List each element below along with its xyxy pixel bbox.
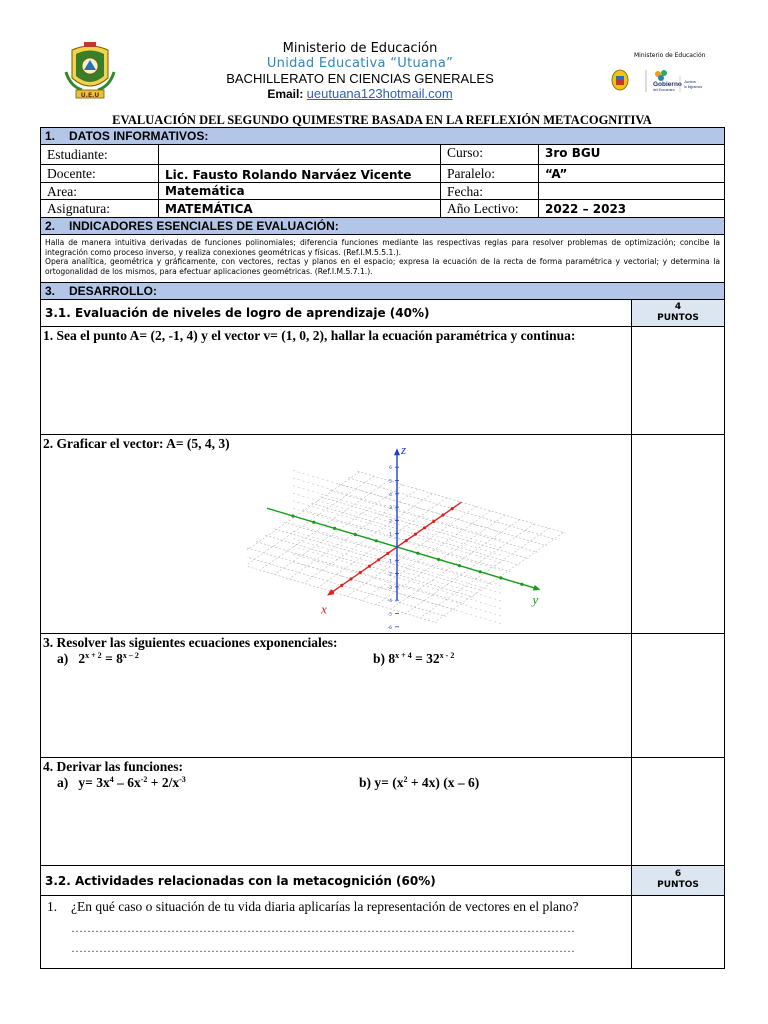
question-3-row bbox=[41, 634, 724, 758]
logo-banner-text: U.E.U bbox=[80, 92, 100, 99]
government-logos bbox=[606, 52, 710, 96]
f4b-term2: + 4x) (x – 6) bbox=[407, 775, 480, 790]
z-tick-label: -6 bbox=[387, 625, 392, 629]
juntos-sub-text: lo logramos bbox=[684, 85, 703, 89]
fecha-label: Fecha: bbox=[447, 184, 483, 199]
z-tick-label: 3 bbox=[389, 506, 392, 512]
email-label: Email: bbox=[267, 87, 304, 101]
y-tick-mark bbox=[375, 539, 378, 542]
answer-line-2[interactable]: ……………………………………………………………………………………………………………… bbox=[71, 941, 575, 955]
f4a-exp1: 4 bbox=[109, 775, 114, 784]
program-name: BACHILLERATO EN CIENCIAS GENERALES bbox=[226, 71, 494, 86]
paralelo-value: “A” bbox=[545, 167, 568, 181]
question-1-score-box[interactable] bbox=[632, 327, 724, 434]
z-axis-label: z bbox=[401, 447, 407, 458]
estudiante-label: Estudiante: bbox=[47, 147, 108, 162]
y-tick-mark bbox=[499, 576, 502, 579]
evaluation-table bbox=[40, 127, 725, 969]
question-2-row bbox=[41, 435, 724, 634]
meta-question-1-number: 1. bbox=[47, 899, 58, 914]
x-tick-mark bbox=[405, 539, 408, 542]
z-tick-label: -1 bbox=[387, 559, 392, 565]
function-4a bbox=[55, 775, 186, 791]
x-tick-mark bbox=[414, 533, 417, 536]
grid-line bbox=[247, 561, 437, 623]
z-tick-label: 4 bbox=[389, 492, 392, 498]
part2-points-label: PUNTOS bbox=[657, 880, 699, 890]
f4b-term1: b) y= (x bbox=[359, 775, 404, 790]
school-crest-logo bbox=[62, 42, 118, 102]
y-tick-mark bbox=[354, 533, 357, 536]
question-3-text: 3. Resolver las siguientes ecuaciones exponenciales: bbox=[43, 635, 338, 650]
right-logo-title: Ministerio de Educación bbox=[634, 52, 706, 59]
x-tick-mark bbox=[423, 526, 426, 529]
eq3b-exp1: x + 4 bbox=[395, 651, 412, 660]
x-tick-mark bbox=[432, 520, 435, 523]
info-row-area bbox=[41, 183, 724, 200]
x-tick-mark bbox=[451, 507, 454, 510]
z-tick-label: -4 bbox=[387, 599, 392, 605]
school-name: Unidad Educativa “Utuana” bbox=[266, 56, 454, 71]
ministry-name: Ministerio de Educación bbox=[282, 41, 438, 56]
gobierno-sub-text: del Encuentro bbox=[653, 88, 675, 92]
area-value: Matemática bbox=[165, 184, 245, 198]
z-tick-label: 5 bbox=[389, 479, 392, 485]
paralelo-label: Paralelo: bbox=[447, 166, 495, 181]
gobierno-logo-icon bbox=[655, 70, 667, 81]
area-label: Area: bbox=[47, 184, 77, 199]
indicators-row bbox=[41, 235, 724, 283]
eq3b-base2: = 32 bbox=[411, 651, 440, 666]
equation-3a bbox=[55, 651, 139, 667]
equation-3b bbox=[371, 651, 454, 667]
asignatura-label: Asignatura: bbox=[47, 201, 110, 216]
part1-title: 3.1. Evaluación de niveles de logro de aprendizaje (40%) bbox=[45, 306, 430, 320]
y-axis-arrow-icon bbox=[533, 585, 541, 591]
x-tick-mark bbox=[386, 552, 389, 555]
x-axis-label: x bbox=[321, 601, 327, 617]
part1-points-label: PUNTOS bbox=[657, 313, 699, 323]
section-title: DATOS INFORMATIVOS: bbox=[69, 129, 209, 143]
indicator-1: Halla de manera intuitiva derivadas de funciones polinomiales; diferencia funciones mediante las respectivas reglas para resolver problemas de optimización; concibe la integración como proceso inverso, y realiza conexiones geométricas y físicas. (Ref.I.M.5.5.1.). bbox=[45, 238, 720, 257]
question-3-score-box[interactable] bbox=[632, 634, 724, 757]
docente-value: Lic. Fausto Rolando Narváez Vicente bbox=[165, 168, 412, 182]
3d-axes-graph bbox=[247, 447, 567, 629]
eq3b-exp2: x - 2 bbox=[439, 651, 455, 660]
equation-3a-label: a) bbox=[57, 651, 69, 666]
question-2-text: 2. Graficar el vector: A= (5, 4, 3) bbox=[43, 436, 230, 451]
x-tick-mark bbox=[349, 577, 352, 580]
z-tick-label: -3 bbox=[387, 585, 392, 591]
ecuador-shield-icon bbox=[612, 70, 628, 90]
info-row-docente bbox=[41, 165, 724, 183]
indicators-text bbox=[41, 235, 724, 278]
info-row-asignatura bbox=[41, 200, 724, 218]
f4a-exp2: -2 bbox=[140, 775, 148, 784]
gobierno-text: Gobierno bbox=[653, 81, 682, 88]
question-1-row bbox=[41, 327, 724, 435]
section-header-desarrollo bbox=[41, 283, 724, 300]
z-tick-label: 6 bbox=[389, 466, 392, 472]
x-tick-mark bbox=[359, 571, 362, 574]
function-4a-label: a) bbox=[57, 775, 69, 790]
exam-title: EVALUACIÓN DEL SEGUNDO QUIMESTRE BASADA EN LA REFLEXIÓN METACOGNITIVA bbox=[112, 113, 652, 127]
part2-points-box bbox=[632, 866, 724, 895]
answer-line-1[interactable]: ……………………………………………………………………………………………………………… bbox=[71, 921, 575, 935]
question-2-score-box[interactable] bbox=[632, 435, 724, 633]
y-tick-mark bbox=[291, 514, 294, 517]
f4a-exp3: -3 bbox=[179, 775, 186, 784]
f4a-term1: y= 3x bbox=[78, 775, 110, 790]
curso-label: Curso: bbox=[447, 145, 484, 160]
eq3b-base1: b) 8 bbox=[373, 651, 396, 666]
eq3a-exp2: x – 2 bbox=[122, 651, 139, 660]
f4a-term2: – 6x bbox=[113, 775, 141, 790]
function-4b bbox=[357, 775, 479, 791]
question-4-score-box[interactable] bbox=[632, 758, 724, 865]
z-tick-label: -2 bbox=[387, 572, 392, 578]
docente-label: Docente: bbox=[47, 166, 96, 181]
x-tick-mark bbox=[441, 513, 444, 516]
curso-value: 3ro BGU bbox=[545, 146, 601, 160]
f4a-term3: + 2/x bbox=[147, 775, 180, 790]
y-axis-label: y bbox=[532, 591, 539, 607]
y-tick-mark bbox=[479, 570, 482, 573]
question-4-text: 4. Derivar las funciones: bbox=[43, 759, 183, 774]
asignatura-value: MATEMÁTICA bbox=[165, 202, 253, 216]
meta-question-1-text: ¿En qué caso o situación de tu vida diaria aplicarías la representación de vectores en el plano? bbox=[71, 899, 579, 914]
y-axis-line bbox=[267, 508, 537, 589]
meta-question-1-score-box[interactable] bbox=[632, 896, 724, 968]
grid-line bbox=[247, 554, 446, 616]
f4b-exp1: 2 bbox=[403, 775, 408, 784]
y-tick-mark bbox=[520, 583, 523, 586]
meta-question-1-row bbox=[41, 896, 724, 968]
part1-points-num: 4 bbox=[674, 302, 682, 312]
section-number: 1. bbox=[45, 129, 56, 143]
section-title: DESARROLLO: bbox=[69, 284, 157, 298]
y-tick-mark bbox=[458, 564, 461, 567]
x-tick-mark bbox=[340, 584, 343, 587]
z-tick-label: 1 bbox=[389, 532, 392, 538]
x-tick-mark bbox=[368, 565, 371, 568]
eq3a-base2: = 8 bbox=[101, 651, 123, 666]
juntos-text: Juntos bbox=[684, 79, 696, 84]
section-header-indicadores bbox=[41, 218, 724, 235]
y-tick-mark bbox=[312, 521, 315, 524]
email-link[interactable]: ueutuana123hotmail.com bbox=[306, 86, 453, 101]
anio-value: 2022 – 2023 bbox=[545, 202, 627, 216]
eq3a-base1: 2 bbox=[78, 651, 86, 666]
y-tick-mark bbox=[333, 527, 336, 530]
section-number: 2. bbox=[45, 219, 56, 233]
x-tick-mark bbox=[377, 558, 380, 561]
part1-header-row bbox=[41, 300, 724, 327]
part2-points-num: 6 bbox=[674, 869, 682, 879]
info-row-estudiante bbox=[41, 145, 724, 165]
y-tick-mark bbox=[416, 552, 419, 555]
anio-label: Año Lectivo: bbox=[447, 201, 519, 216]
z-tick-label: -5 bbox=[387, 612, 392, 618]
indicator-2: Opera analítica, geométrica y gráficamente, con vectores, rectas y planos en el espacio; expresa la ecuación de la recta de forma paramétrica y vectorial; y determina la ortogonalidad de los mismos, para efectuar aplicaciones geométricas. (Ref.I.M.5.7.1.). bbox=[45, 257, 720, 276]
part1-points-box bbox=[632, 300, 724, 326]
section-title: INDICADORES ESENCIALES DE EVALUACIÓN: bbox=[69, 219, 339, 233]
z-axis-arrow-icon bbox=[394, 448, 400, 455]
section-header-datos bbox=[41, 128, 724, 145]
y-tick-mark bbox=[437, 558, 440, 561]
question-1-text: 1. Sea el punto A= (2, -1, 4) y el vector v= (1, 0, 2), hallar la ecuación paramétrica y continua: bbox=[43, 328, 576, 343]
question-4-row bbox=[41, 758, 724, 866]
email-line bbox=[160, 86, 560, 101]
z-tick-label: 2 bbox=[389, 519, 392, 525]
section-number: 3. bbox=[45, 284, 56, 298]
part2-title: 3.2. Actividades relacionadas con la metacognición (60%) bbox=[45, 874, 436, 888]
eq3a-exp1: x + 2 bbox=[85, 651, 102, 660]
part2-header-row bbox=[41, 866, 724, 896]
